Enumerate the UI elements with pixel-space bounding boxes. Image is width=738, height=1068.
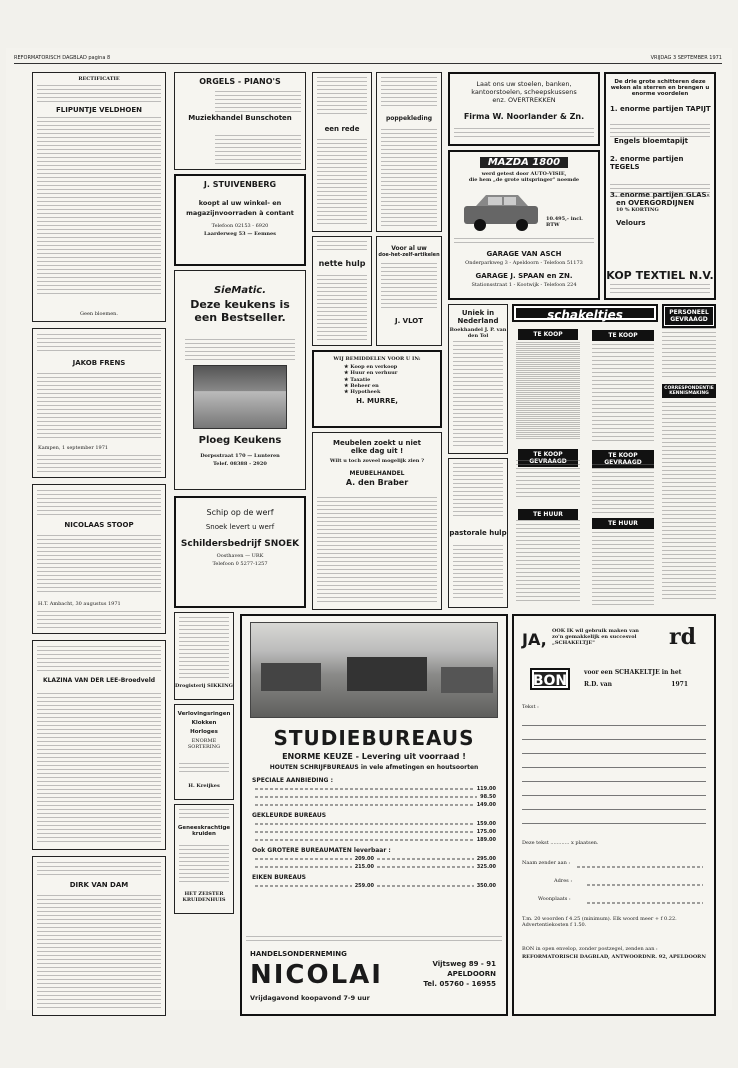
announcement-vanderlee <box>32 640 166 850</box>
studie-city: APELDOORN <box>447 970 496 978</box>
garage1-name: GARAGE VAN ASCH <box>486 250 562 258</box>
announcement-veldhoen <box>32 72 166 322</box>
mazda-sub2: die hem „de grote uitspringer" noemde <box>468 177 580 184</box>
braber-head: MEUBELHANDEL <box>349 470 405 478</box>
price-row <box>246 785 502 793</box>
kop-line2: weken als sterren en brengen u <box>610 85 710 91</box>
mazda-brand: MAZDA 1800 <box>480 157 568 168</box>
price: 325.00 <box>476 864 496 870</box>
braber-name: A. den Braber <box>345 478 409 488</box>
stoop-date: H.T. Ambacht, 30 augustus 1971 <box>38 601 121 607</box>
vlot-line2: doe-het-zelf-artikelen <box>378 252 440 258</box>
price: 119.00 <box>476 786 496 792</box>
veldhoen-footer: Geen bloemen. <box>79 310 118 317</box>
section-te-koop-gevraagd-2: TE KOOP GEVRAAGD <box>592 450 654 468</box>
siematic-slogan1: Deze keukens is <box>190 298 290 311</box>
vlot-name: J. VLOT <box>394 317 424 325</box>
stuiv-line2: magazijnvoorraden à contant <box>186 209 294 217</box>
mazda-sub1: werd getest door AUTO-VISIE, <box>481 171 567 177</box>
announcement-frens <box>32 328 166 478</box>
announcement-vandam <box>32 856 166 1016</box>
murre-item: ★ Huur en verhuur <box>344 370 398 377</box>
snoek-line2: Snoek levert u werf <box>205 523 275 531</box>
form-fine2: BON in open envelop, zonder postzegel, zenden aan : <box>522 946 658 952</box>
form-rdvan: R.D. van <box>584 681 612 688</box>
stuiv-name: J. STUIVENBERG <box>203 180 277 189</box>
form-year: 1971 <box>671 681 688 688</box>
studie-title: STUDIEBUREAUS <box>273 726 475 750</box>
orgels-shop: Muziekhandel Bunschoten <box>188 114 292 122</box>
garage1-addr: Onderparkweg 3 - Apeldoorn - Telefoon 51173 <box>465 260 583 266</box>
pastorale-title: pastorale hulp <box>449 529 507 537</box>
section-te-huur: TE HUUR <box>518 509 578 520</box>
orgels-title: ORGELS - PIANO'S <box>199 77 281 86</box>
price: 259.00 <box>354 883 374 889</box>
snoek-place: Oosthaven — URK <box>216 553 264 559</box>
ad-personeel <box>662 304 716 610</box>
stuiv-addr: Laarderweg 53 — Eemnes <box>203 231 277 238</box>
price: 98.50 <box>480 794 496 800</box>
kop-item3: 3. enorme partijen GLAS- <box>610 191 710 199</box>
kop-line3: enorme voordelen <box>631 91 689 97</box>
price-row <box>246 882 502 890</box>
studie-sec2 <box>246 811 502 820</box>
section-te-huur-2: TE HUUR <box>592 518 654 529</box>
kop-name: KOP TEXTIEL N.V. <box>606 269 714 282</box>
kruid-1: Geneeskrachtige <box>177 825 231 831</box>
kop-item1b: Engels bloemtapijt <box>614 137 689 145</box>
office-photo <box>250 622 498 718</box>
studie-addr: Vijtsweg 89 - 91 <box>432 960 496 968</box>
corr-line2: KENNISMAKING <box>669 391 709 396</box>
form-tekst-lines[interactable] <box>522 712 706 832</box>
ad-rede <box>312 72 372 232</box>
klok-2: Klokken <box>191 720 217 726</box>
braber-line1: Meubelen zoekt u niet <box>333 439 421 447</box>
form-woon: Woonplaats : <box>538 896 571 902</box>
ad-studiebureaus <box>240 614 508 1016</box>
studie-koopavond: Vrijdagavond koopavond 7-9 uur <box>250 994 370 1002</box>
vanderlee-name: KLAZINA VAN DER LEE-Broedveld <box>42 677 156 684</box>
section-correspondentie <box>662 384 716 398</box>
frens-date: Kampen, 1 september 1971 <box>38 445 109 451</box>
ad-uniek <box>448 304 508 454</box>
price: 189.00 <box>476 837 496 843</box>
garage2-addr: Stationsstraat 1 - Kootwijk - Telefoon 224 <box>471 282 577 288</box>
price-row <box>246 801 502 809</box>
ad-kop-textiel <box>604 72 716 300</box>
braber-line2: elke dag uit ! <box>350 447 404 455</box>
noor-line3: enz. OVERTREKKEN <box>492 96 556 104</box>
page-header <box>14 54 722 64</box>
kop-item2: 2. enorme partijen TEGELS <box>610 155 684 171</box>
section-personeel <box>662 304 716 328</box>
ploeg-phone: Telef. 08388 - 2920 <box>213 461 267 467</box>
form-naam: Naam zender aan : <box>522 860 571 866</box>
snoek-name: Schildersbedrijf SNOEK <box>180 539 300 549</box>
uniek-sub: Boekhandel J. P. van den Tol <box>449 327 507 340</box>
murre-name: H. MURRE, <box>356 397 398 406</box>
garage2-name: GARAGE J. SPAAN en ZN. <box>475 272 573 280</box>
klok-5: SORTERING <box>187 744 221 751</box>
studie-sub2: HOUTEN SCHRIJFBUREAUS in vele afmetingen en houtsoorten <box>269 764 479 771</box>
announcement-stoop <box>32 484 166 634</box>
poppe-title: poppekleding <box>385 115 433 122</box>
schakeltjes-left-col <box>512 326 584 610</box>
form-voor: voor een SCHAKELTJE in het <box>584 669 682 676</box>
drog-name: Drogisterij SIKKING <box>175 683 233 689</box>
ad-snoek <box>174 496 306 608</box>
sec1-label: SPECIALE AANBIEDING : <box>252 777 333 784</box>
studie-nicolai: NICOLAI <box>250 960 383 990</box>
form-fine3: REFORMATORISCH DAGBLAD, ANTWOORDNR. 92, APELDOORN <box>522 954 706 960</box>
siematic-brand: SieMatic. <box>213 285 267 296</box>
schakeltjes-logo: schakeltjes <box>512 304 658 322</box>
car-image <box>460 192 542 234</box>
veldhoen-name: FLIPUNTJE VELDHOEN <box>55 106 143 115</box>
braber-line3: Wilt u toch zoveel mogelijk zien ? <box>329 458 425 464</box>
personeel-line1: PERSONEEL <box>669 309 709 316</box>
klok-1: Verlovingsringen <box>177 711 231 717</box>
form-ja: JA, <box>522 630 547 649</box>
form-bon: BON <box>530 668 570 690</box>
klok-3: Horloges <box>190 729 218 735</box>
ploeg-addr: Dorpsstraat 170 — Lunteren <box>200 453 280 459</box>
vandam-name: DIRK VAN DAM <box>69 881 129 889</box>
kruid-2: kruiden <box>192 831 216 837</box>
price: 209.00 <box>354 856 374 862</box>
studie-tel: Tel. 05760 - 16955 <box>423 980 496 988</box>
kop-item1: 1. enorme partijen TAPIJT <box>610 105 711 113</box>
klok-4: ENORME <box>191 738 217 744</box>
stoop-name: NICOLAAS STOOP <box>64 521 134 529</box>
section-te-koop-gevraagd: TE KOOP GEVRAAGD <box>518 449 578 467</box>
price: 159.00 <box>476 821 496 827</box>
price: 350.00 <box>476 883 496 889</box>
studie-handel: HANDELSONDERNEMING <box>250 950 347 958</box>
price: 295.00 <box>476 856 496 862</box>
ad-vlot <box>376 236 442 346</box>
ad-pastorale <box>448 458 508 608</box>
sec2-label: GEKLEURDE BUREAUS <box>252 812 327 819</box>
murre-item: ★ Taxatie <box>344 376 371 383</box>
ad-poppekleding <box>376 72 442 232</box>
price: 149.00 <box>476 802 496 808</box>
ad-noorlander <box>448 72 600 146</box>
ad-braber <box>312 432 442 610</box>
price-row <box>246 836 502 844</box>
kop-line1: De drie grote schitteren deze <box>614 79 706 85</box>
form-fine: T.m. 20 woorden f 4.25 (minimum). Elk woord meer + f 0.22. Advertentiekosten f 1.50. <box>522 916 677 929</box>
form-adres: Adres : <box>554 878 573 884</box>
studie-sec1 <box>246 776 502 785</box>
sec4-label: EIKEN BUREAUS <box>252 874 307 881</box>
snoek-line1: Schip op de werf <box>206 508 274 517</box>
ad-mazda <box>448 150 600 300</box>
studie-sec4 <box>246 873 502 882</box>
schakeltje-order-form <box>512 614 716 1016</box>
ad-stuivenberg <box>174 174 306 266</box>
nette-title: nette hulp <box>318 259 366 268</box>
vlot-line1: Voor al uw <box>391 245 427 252</box>
studie-sub: ENORME KEUZE - Levering uit voorraad ! <box>282 752 466 761</box>
murre-item: ★ Beheer en <box>344 382 379 389</box>
stuiv-line1: koopt al uw winkel- en <box>198 199 282 207</box>
corr-line1: CORRESPONDENTIE <box>664 386 714 391</box>
personeel-line2: GEVRAAGD <box>670 316 708 323</box>
sec3-label: Ook GROTERE BUREAUMATEN leverbaar : <box>252 847 391 854</box>
kitchen-photo <box>193 365 287 429</box>
ad-kreijkes <box>174 704 234 800</box>
newspaper-page <box>6 48 732 1010</box>
ad-murre <box>312 350 442 428</box>
murre-item: ★ Koop en verkoop <box>344 364 398 371</box>
siematic-slogan2: een Bestseller. <box>194 311 286 324</box>
price-row <box>246 828 502 836</box>
form-rd-logo: rd <box>669 624 696 650</box>
uniek-title: Uniek in Nederland <box>457 309 499 325</box>
form-ja2: OOK IK wil gebruik maken van zo'n gemakkelijk en succesvol „SCHAKELTJE" <box>552 628 639 647</box>
price-row <box>246 793 502 801</box>
noor-line1: Laat ons uw stoelen, banken, <box>476 80 572 88</box>
ploeg-name: Ploeg Keukens <box>198 435 282 446</box>
frens-name: JAKOB FRENS <box>72 359 126 367</box>
ad-kruiden <box>174 804 234 914</box>
header-right: VRIJDAG 3 SEPTEMBER 1971 <box>650 55 722 61</box>
ad-sikking <box>174 612 234 700</box>
ad-siematic <box>174 270 306 490</box>
rede-title: een rede <box>324 125 360 133</box>
section-te-koop-2: TE KOOP <box>592 330 654 341</box>
mazda-price: 10.495,- incl. BTW <box>546 216 583 229</box>
section-te-koop: TE KOOP <box>518 329 578 340</box>
murre-head: WIJ BEMIDDELEN VOOR U IN: <box>333 356 421 362</box>
noor-firm: Firma W. Noorlander & Zn. <box>463 112 585 121</box>
ad-orgels <box>174 72 306 170</box>
studie-sec3 <box>246 846 502 855</box>
murre-item: ★ Hypotheek <box>344 389 381 396</box>
snoek-phone: Telefoon 0 5277-1257 <box>212 561 268 568</box>
kruid-3: HET ZEISTER KRUIDENHUIS <box>182 891 226 904</box>
price-row <box>246 863 502 871</box>
price: 175.00 <box>476 829 496 835</box>
kop-item3b: en OVERGORDIJNEN <box>616 199 695 207</box>
header-left: REFORMATORISCH DAGBLAD pagina 8 <box>14 55 111 61</box>
price-row <box>246 820 502 828</box>
ad-nette-hulp <box>312 236 372 346</box>
kreijkes-name: H. Kreijkes <box>188 783 220 789</box>
stuiv-phone: Telefoon 02153 - 6920 <box>211 223 269 229</box>
price: 215.00 <box>354 864 374 870</box>
rectificatie-title: RECTIFICATIE <box>78 76 120 82</box>
ad-schakeltjes-col2 <box>588 326 658 610</box>
form-datum: Deze tekst ............ x plaatsen. <box>522 840 599 846</box>
price-row <box>246 855 502 863</box>
noor-line2: kantoorstoelen, scheepskussens <box>471 88 577 96</box>
kop-velours: Velours <box>616 219 646 228</box>
kop-item3c: 10 % KORTING <box>616 207 659 213</box>
form-tekst-label: Tekst : <box>522 704 539 710</box>
